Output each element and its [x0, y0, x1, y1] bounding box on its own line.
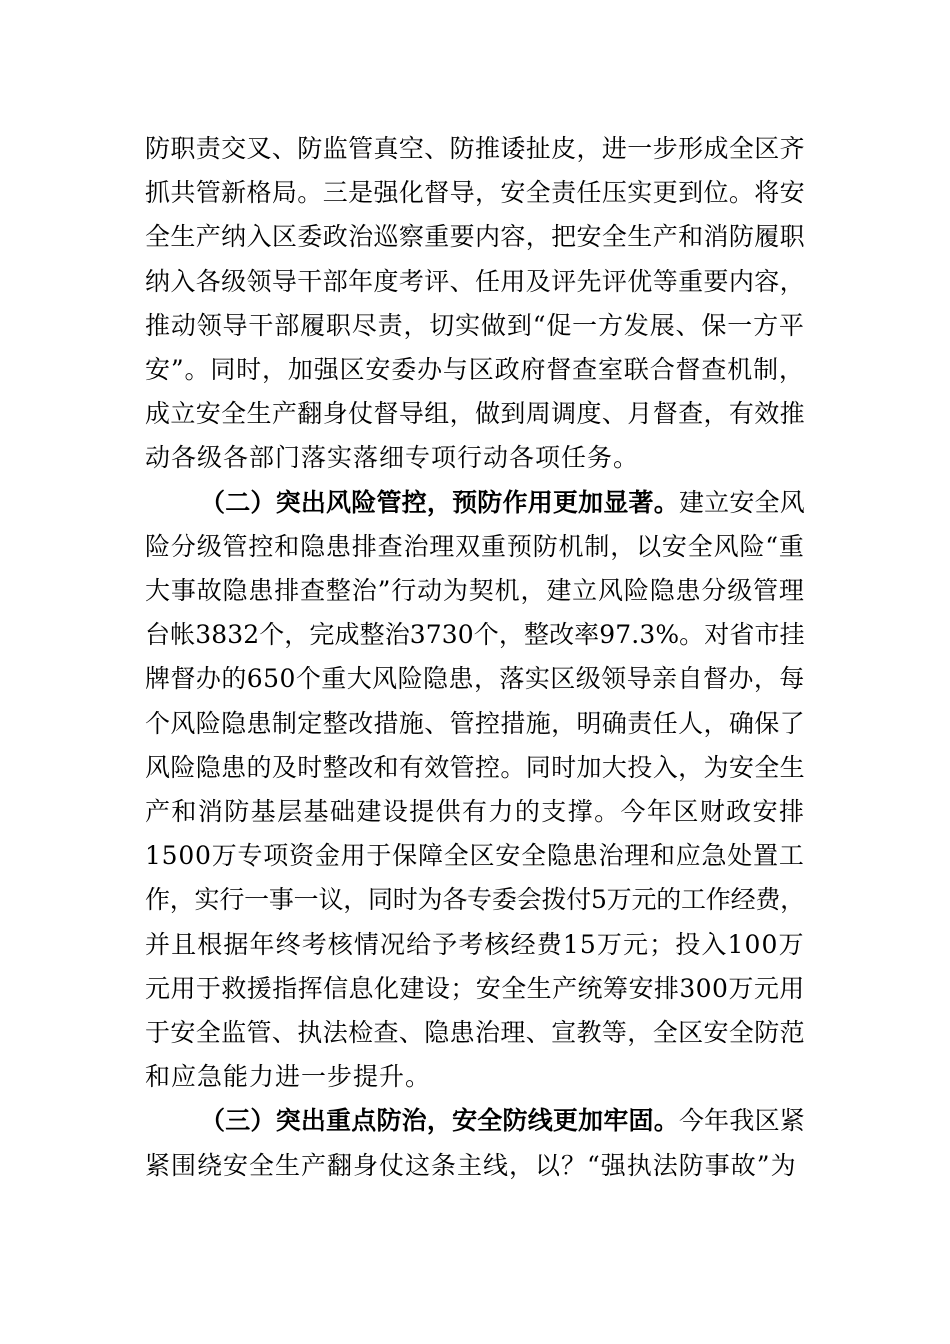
text-segment: 今年我区紧: [678, 1106, 806, 1136]
text-segment: 和应急能力进一步提升。: [145, 1062, 432, 1092]
text-segment: 动各级各部门落实落细专项行动各项任务。: [145, 443, 640, 473]
text-segment: 元用于救援指挥信息化建设；安全生产统筹安排300万元用: [145, 973, 805, 1003]
text-segment: 险分级管控和隐患排查治理双重预防机制，以安全风险“重: [145, 531, 805, 561]
text-line: [145, 748, 805, 788]
text-line: [145, 659, 805, 699]
paragraph-heading: （三）突出重点防治，安全防线更加牢固。: [200, 1106, 679, 1136]
text-segment: 并且根据年终考核情况给予考核经费15万元；投入100万: [145, 929, 805, 959]
text-line: [145, 350, 805, 390]
text-line: [145, 129, 805, 169]
text-line: [145, 217, 805, 257]
text-segment: 防职责交叉、防监管真空、防推诿扯皮，进一步形成全区齐: [145, 134, 806, 163]
text-line: [145, 394, 805, 434]
text-segment: 牌督办的650个重大风险隐患，落实区级领导亲自督办，每: [145, 664, 805, 694]
text-line: [145, 173, 805, 213]
text-segment: 全生产纳入区委政治巡察重要内容，把安全生产和消防履职: [145, 222, 806, 252]
text-line: [145, 571, 805, 611]
text-line: [145, 792, 805, 832]
text-segment: 纳入各级领导干部年度考评、任用及评先评优等重要内容，: [145, 266, 806, 296]
text-line: [145, 1013, 805, 1053]
text-line: [145, 1146, 797, 1186]
text-segment: 建立安全风: [678, 487, 806, 517]
text-line: [145, 615, 805, 655]
text-line: [145, 880, 805, 920]
text-segment: 台帐3832个，完成整治3730个，整改率97.3%。对省市挂: [145, 620, 805, 650]
text-line: [145, 704, 805, 744]
text-line: [145, 306, 805, 346]
text-line: [145, 969, 805, 1009]
text-segment: 紧围绕安全生产翻身仗这条主线，以？“强执法防事故”为: [145, 1150, 797, 1180]
paragraph-heading-line: [200, 483, 805, 523]
text-segment: 风险隐患的及时整改和有效管控。同时加大投入，为安全生: [145, 752, 806, 782]
text-line: [145, 527, 805, 567]
paragraph-heading: （二）突出风险管控，预防作用更加显著。: [200, 487, 679, 517]
text-segment: 大事故隐患排查整治”行动为契机，建立风险隐患分级管理: [145, 576, 805, 605]
text-segment: 1500万专项资金用于保障全区安全隐患治理和应急处置工: [145, 841, 805, 871]
text-segment: 于安全监管、执法检查、隐患治理、宣教等，全区安全防范: [145, 1018, 806, 1047]
text-segment: 推动领导干部履职尽责，切实做到“促一方发展、保一方平: [145, 310, 805, 340]
text-line: [145, 262, 805, 302]
text-segment: 抓共管新格局。三是强化督导，安全责任压实更到位。将安: [145, 178, 806, 208]
text-line: [145, 438, 639, 478]
paragraph-heading-line: [200, 1101, 805, 1141]
text-segment: 安”。同时，加强区安委办与区政府督查室联合督查机制，: [145, 355, 805, 384]
text-line: [145, 1057, 431, 1097]
text-line: [145, 925, 805, 965]
text-segment: 个风险隐患制定整改措施、管控措施，明确责任人，确保了: [145, 708, 806, 738]
text-line: [145, 836, 805, 876]
text-segment: 成立安全生产翻身仗督导组，做到周调度、月督查，有效推: [145, 399, 806, 429]
text-segment: 产和消防基层基础建设提供有力的支撑。今年区财政安排: [145, 797, 806, 826]
text-segment: 作，实行一事一议，同时为各专委会拨付5万元的工作经费，: [145, 885, 805, 915]
